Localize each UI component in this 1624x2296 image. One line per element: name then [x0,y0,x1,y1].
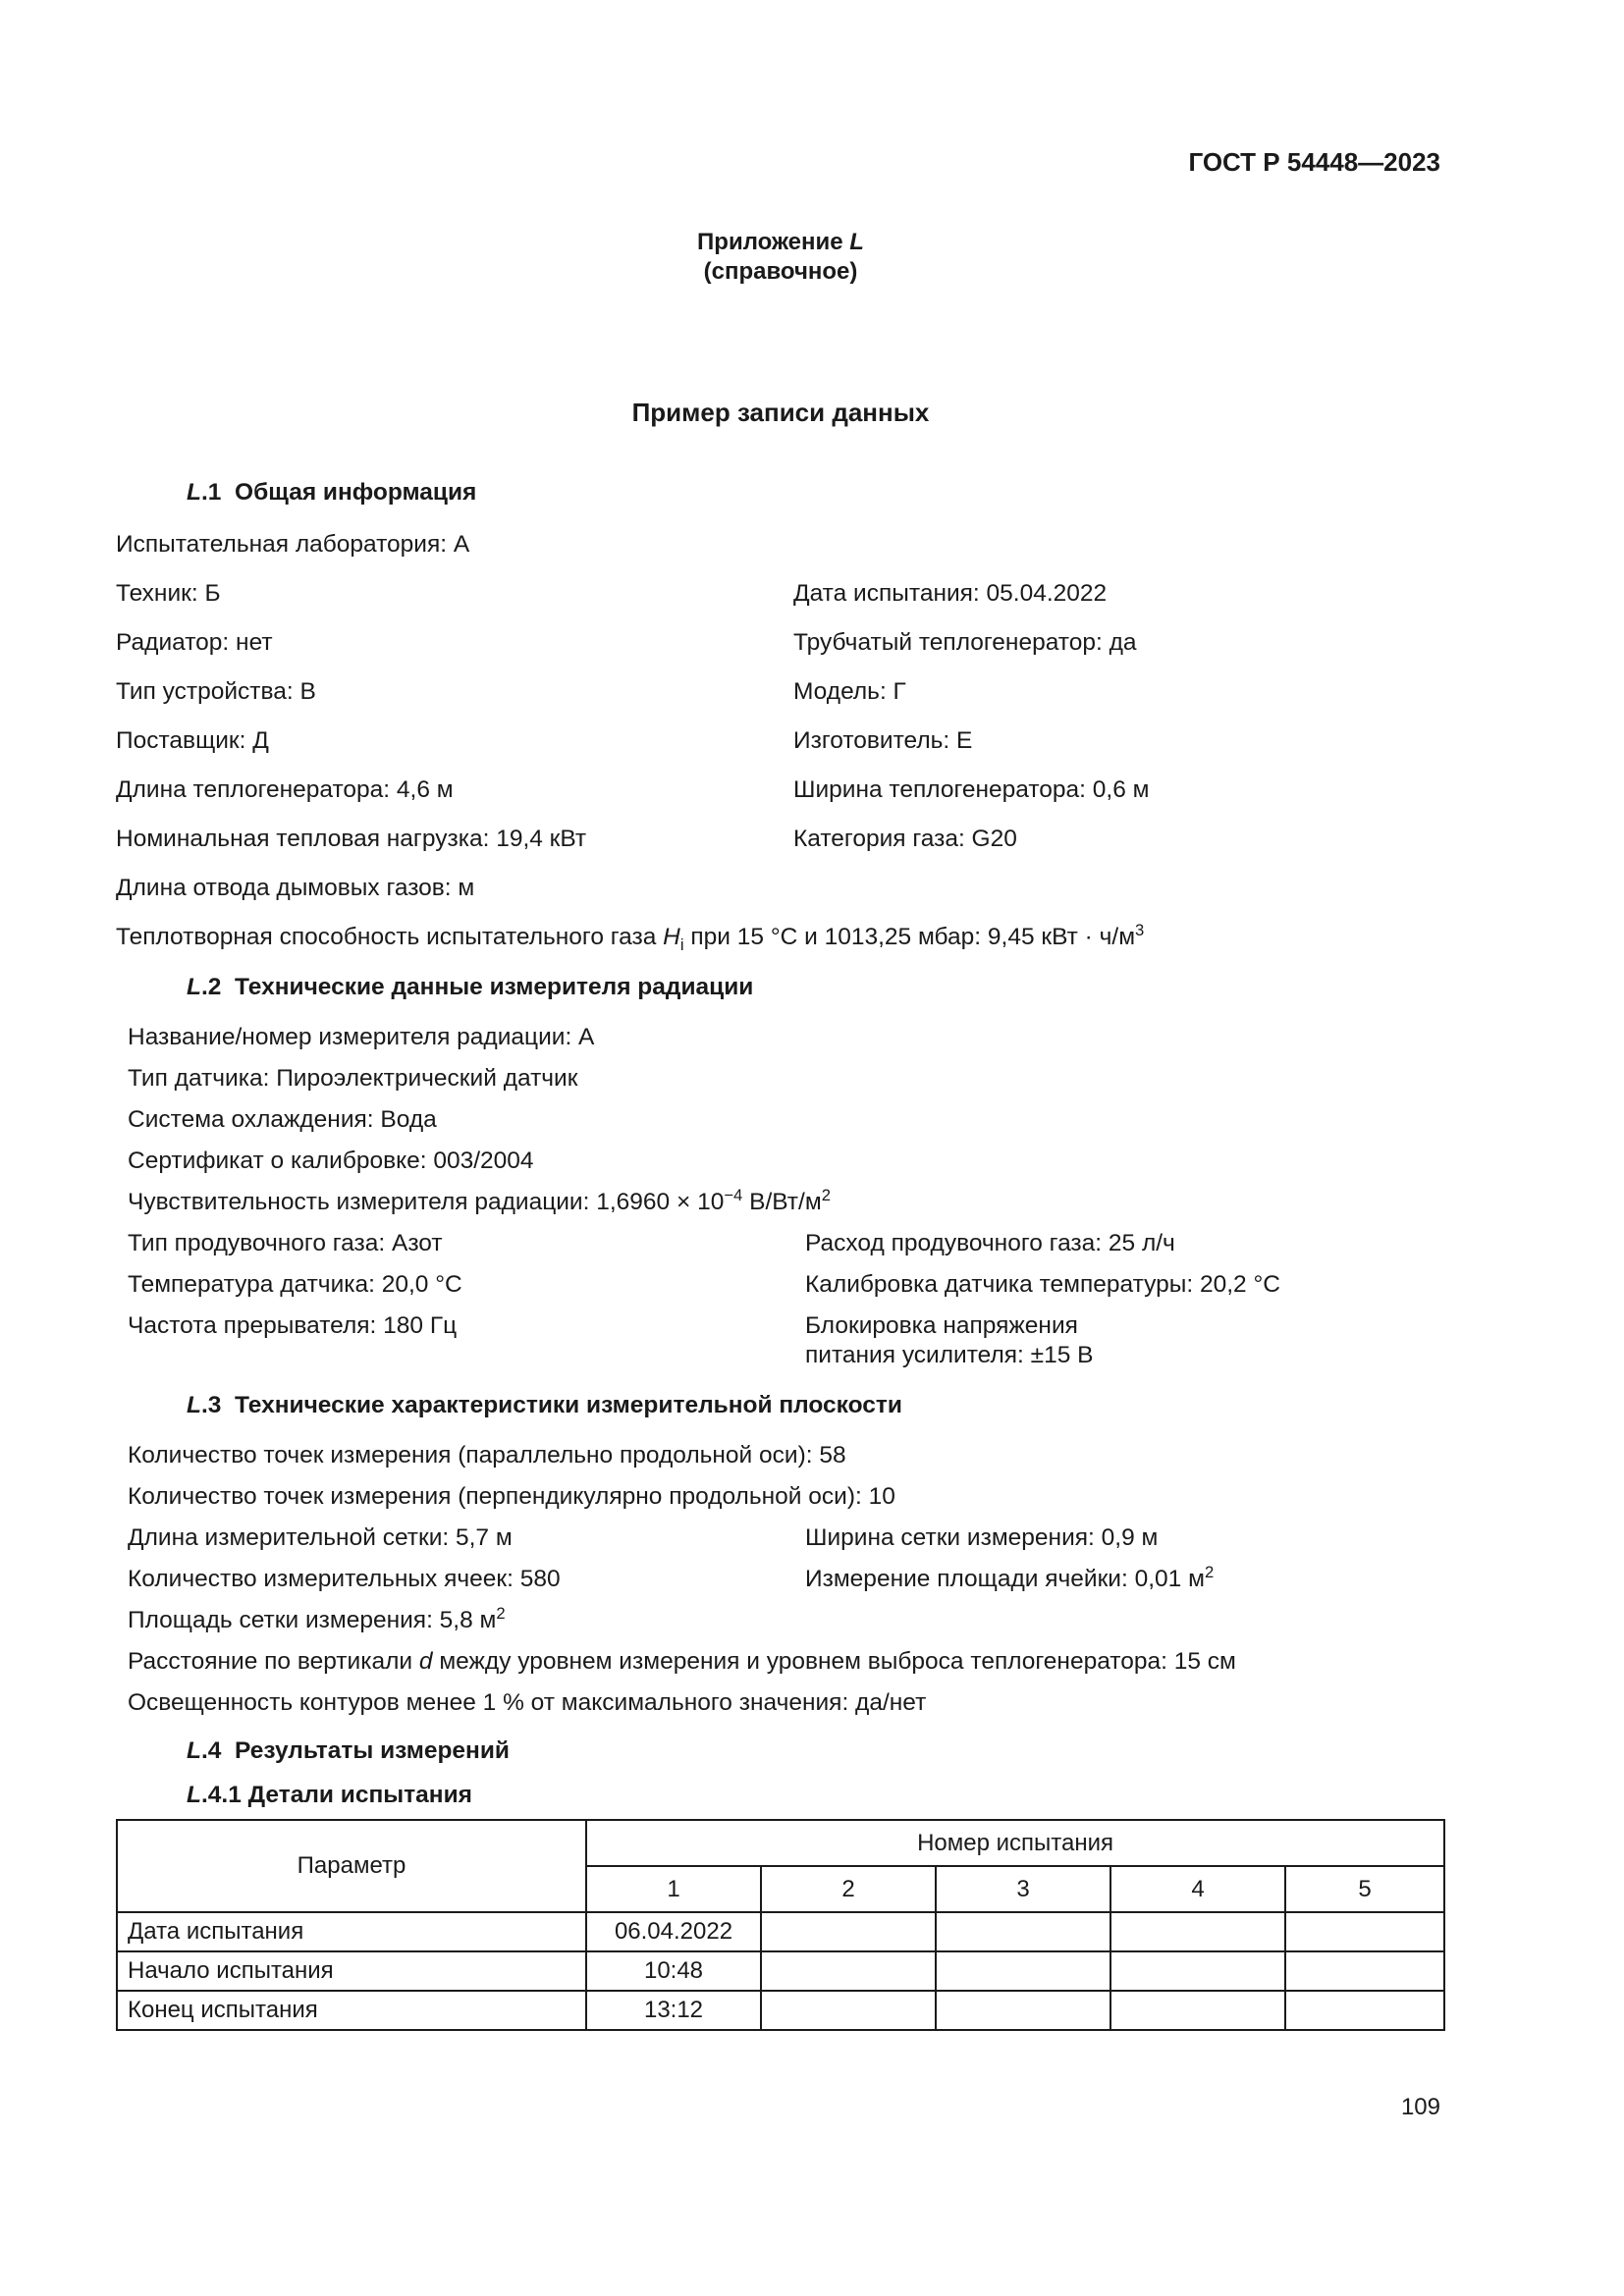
meter-chopper-freq: Частота прерывателя: 180 Гц [128,1312,458,1339]
general-lab: Испытательная лаборатория: А [116,531,470,558]
meter-certificate: Сертификат о калибровке: 003/2004 [128,1148,534,1174]
cell-value [761,1912,936,1951]
cell-value: 06.04.2022 [586,1912,761,1951]
document-code: ГОСТ Р 54448—2023 [1188,147,1440,177]
appendix-status: (справочное) [703,258,858,285]
plane-grid-area: Площадь сетки измерения: 5,8 $м^2$ [128,1603,506,1633]
plane-vertical-distance: Расстояние по вертикали d между уровнем измерения и уровнем выброса теплогенератора: 15 см [128,1648,1236,1675]
cell-value [936,1951,1110,1991]
page-number: 109 [1400,2094,1440,2120]
meter-voltage-lock-2: питания усилителя: ±15 В [805,1342,1094,1368]
cell-value [1110,1912,1285,1951]
general-gas-category: Категория газа: G20 [793,826,1017,852]
cell-value: 13:12 [586,1991,761,2030]
general-device-type: Тип устройства: В [116,678,316,705]
meter-purge-gas: Тип продувочного газа: Азот [128,1230,443,1256]
table-row [117,1912,1444,1951]
row-label: Дата испытания [117,1912,586,1951]
test-number: 4 [1110,1866,1285,1912]
cell-value [761,1951,936,1991]
general-length: Длина теплогенератора: 4,6 м [116,776,454,803]
test-number: 1 [586,1866,761,1912]
meter-sensitivity: Чувствительность измерителя радиации: $1,6960 \times 10^{-4}$ $В/Вт/м^2$ [128,1185,831,1215]
cell-value [1110,1991,1285,2030]
general-model: Модель: Г [793,678,906,705]
general-test-date: Дата испытания: 05.04.2022 [793,580,1108,607]
page-title: Пример записи данных [631,398,930,427]
appendix-letter: L [849,229,864,255]
plane-cell-area: Измерение площади ячейки: 0,01 $м^2$ [805,1562,1215,1592]
param-header: Параметр [117,1820,586,1912]
general-radiator: Радиатор: нет [116,629,273,656]
row-label: Начало испытания [117,1951,586,1991]
section-heading-l4: L.4 Результаты измерений [187,1737,510,1764]
general-width: Ширина теплогенератора: 0,6 м [793,776,1150,803]
plane-grid-width: Ширина сетки измерения: 0,9 м [805,1524,1159,1551]
plane-points-perpendicular: Количество точек измерения (перпендикулярно продольной оси): 10 [128,1483,895,1510]
cell-value [936,1991,1110,2030]
general-supplier: Поставщик: Д [116,727,269,754]
test-number: 2 [761,1866,936,1912]
cell-value [1285,1912,1444,1951]
meter-voltage-lock-1: Блокировка напряжения [805,1312,1078,1339]
meter-temp-calibration: Калибровка датчика температуры: 20,2 °С [805,1271,1280,1298]
general-technician: Техник: Б [116,580,221,607]
cell-value [936,1912,1110,1951]
cell-value [761,1991,936,2030]
table-header-row [117,1820,1444,1866]
cell-value [1110,1951,1285,1991]
meter-purge-flow: Расход продувочного газа: 25 л/ч [805,1230,1175,1256]
test-number-header: Номер испытания [586,1820,1444,1866]
test-details-table [116,1819,1445,2031]
general-calorific-value: Теплотворная способность испытательного газа $H_i$ при 15 °С и 1013,25 мбар: 9,45 кВт · $ч/м^3$ [116,920,1145,954]
test-number: 3 [936,1866,1110,1912]
appendix-label: Приложение L [697,229,864,255]
plane-grid-length: Длина измерительной сетки: 5,7 м [128,1524,513,1551]
cell-value [1285,1991,1444,2030]
table-row [117,1951,1444,1991]
general-flue-length: Длина отвода дымовых газов: м [116,875,475,901]
row-label: Конец испытания [117,1991,586,2030]
meter-cooling: Система охлаждения: Вода [128,1106,437,1133]
plane-contour-illumination: Освещенность контуров менее 1 % от максимального значения: да/нет [128,1689,927,1716]
section-heading-l41: L.4.1 Детали испытания [187,1782,472,1808]
cell-value [1285,1951,1444,1991]
section-heading-l1: L.1 Общая информация [187,479,477,506]
general-tubular: Трубчатый теплогенератор: да [793,629,1137,656]
plane-cell-count: Количество измерительных ячеек: 580 [128,1566,561,1592]
plane-points-parallel: Количество точек измерения (параллельно продольной оси): 58 [128,1442,846,1468]
meter-sensor-temp: Температура датчика: 20,0 °С [128,1271,462,1298]
meter-sensor-type: Тип датчика: Пироэлектрический датчик [128,1065,578,1092]
meter-name: Название/номер измерителя радиации: А [128,1024,595,1050]
section-heading-l3: L.3 Технические характеристики измерительной плоскости [187,1392,902,1418]
section-heading-l2: L.2 Технические данные измерителя радиации [187,974,754,1000]
general-manufacturer: Изготовитель: Е [793,727,973,754]
test-number: 5 [1285,1866,1444,1912]
table-row [117,1991,1444,2030]
cell-value: 10:48 [586,1951,761,1991]
general-heat-load: Номинальная тепловая нагрузка: 19,4 кВт [116,826,587,852]
